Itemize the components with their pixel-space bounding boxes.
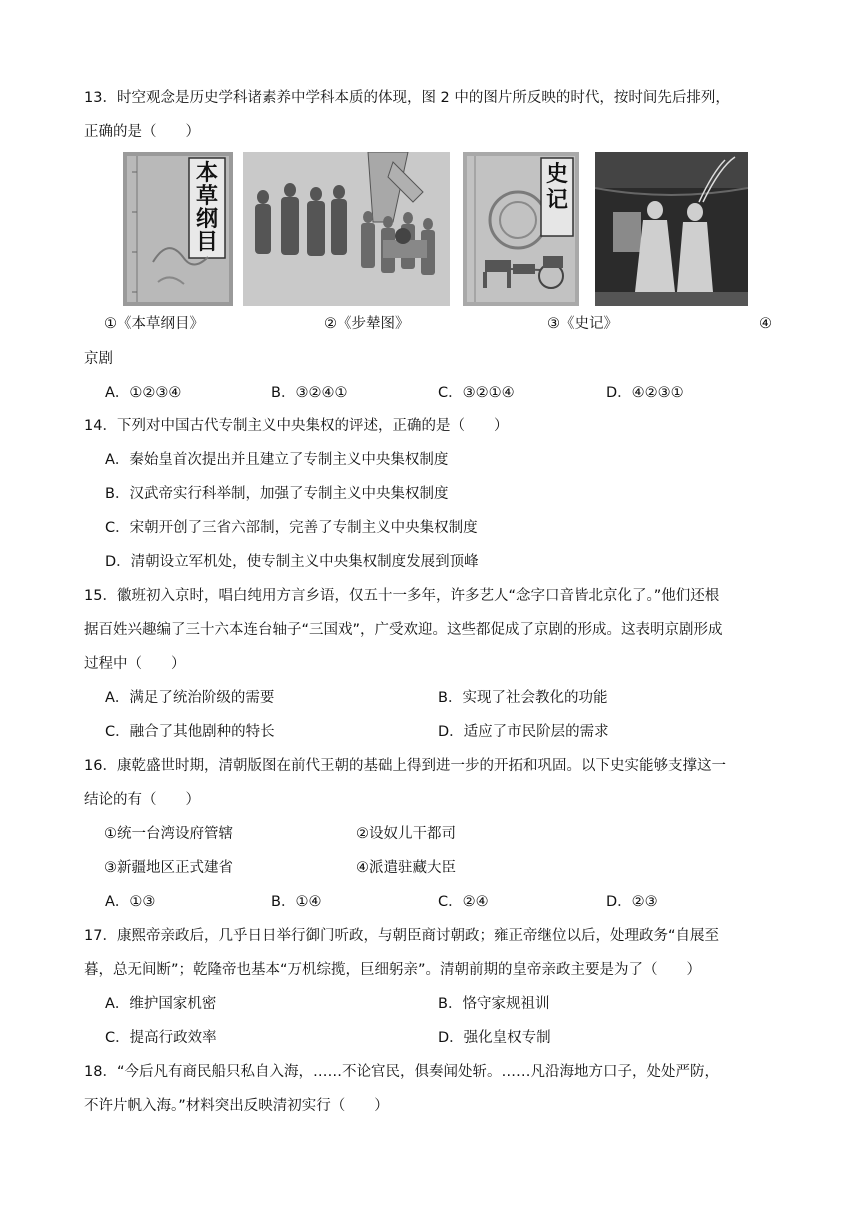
bunian-tu-image (243, 152, 450, 306)
q14-stem: 14．下列对中国古代专制主义中央集权的评述，正确的是（ ） (84, 418, 509, 434)
bencao-title: 本草纲目 (195, 161, 218, 255)
q15-option-c[interactable]: C．融合了其他剧种的特长 (105, 724, 275, 740)
shiji-image (463, 152, 579, 306)
q15-stem-line3: 过程中（ ） (84, 656, 186, 672)
peking-opera-image (595, 152, 748, 306)
caption-shiji: ③《史记》 (547, 316, 618, 332)
q13-option-c[interactable]: C．③②①④ (438, 385, 515, 401)
q13-option-d[interactable]: D．④②③① (606, 385, 684, 401)
q17-option-b[interactable]: B．恪守家规祖训 (438, 996, 550, 1012)
q13-stem-line1: 13．时空观念是历史学科诸素养中学科本质的体现，图 2 中的图片所反映的时代，按时间先后排列， (84, 90, 730, 106)
q15-option-a[interactable]: A．满足了统治阶级的需要 (105, 690, 275, 706)
q15-stem-line1: 15．徽班初入京时，唱白纯用方言乡语，仅五十一多年，许多艺人“念字口音皆北京化了。”他们还根 (84, 588, 720, 604)
q13-option-b[interactable]: B．③②④① (271, 385, 348, 401)
caption-opera-number: ④ (759, 316, 772, 332)
bencao-gangmu-image (123, 152, 233, 306)
q16-stem-line1: 16．康乾盛世时期，清朝版图在前代王朝的基础上得到进一步的开拓和巩固。以下史实能够支撑这一 (84, 758, 726, 774)
q18-stem-line2: 不许片帆入海。”材料突出反映清初实行（ ） (84, 1098, 389, 1114)
q17-stem-line2: 暮，总无间断”；乾隆帝也基本“万机综揽，巨细躬亲”。清朝前期的皇帝亲政主要是为了（ ） (84, 962, 702, 978)
q13-stem-line2: 正确的是（ ） (84, 124, 200, 140)
q18-stem-line1: 18．“今后凡有商民船只私自入海，……不论官民，俱奏闻处斩。……凡沿海地方口子，处处严防， (84, 1064, 719, 1080)
q17-option-a[interactable]: A．维护国家机密 (105, 996, 217, 1012)
q14-option-a[interactable]: A．秦始皇首次提出并且建立了专制主义中央集权制度 (105, 452, 449, 468)
q14-option-c[interactable]: C．宋朝开创了三省六部制，完善了专制主义中央集权制度 (105, 520, 478, 536)
shiji-title: 史记 (545, 162, 568, 213)
q15-option-d[interactable]: D．适应了市民阶层的需求 (438, 724, 609, 740)
caption-opera-text: 京剧 (84, 351, 113, 367)
caption-bencao: ①《本草纲目》 (104, 316, 204, 332)
q16-item-4: ④派遣驻藏大臣 (356, 860, 456, 876)
q17-stem-line1: 17．康熙帝亲政后，几乎日日举行御门听政，与朝臣商讨朝政；雍正帝继位以后，处理政务“自展至 (84, 928, 719, 944)
q16-option-b[interactable]: B．①④ (271, 894, 322, 910)
q16-item-2: ②设奴儿干都司 (356, 826, 456, 842)
q17-option-c[interactable]: C．提高行政效率 (105, 1030, 217, 1046)
q16-option-a[interactable]: A．①③ (105, 894, 156, 910)
q17-option-d[interactable]: D．强化皇权专制 (438, 1030, 551, 1046)
q13-option-a[interactable]: A．①②③④ (105, 385, 182, 401)
q15-option-b[interactable]: B．实现了社会教化的功能 (438, 690, 608, 706)
q15-stem-line2: 据百姓兴趣编了三十六本连台轴子“三国戏”，广受欢迎。这些都促成了京剧的形成。这表明京剧形成 (84, 622, 723, 638)
q14-option-d[interactable]: D．清朝设立军机处，使专制主义中央集权制度发展到顶峰 (105, 554, 479, 570)
q16-item-3: ③新疆地区正式建省 (104, 860, 233, 876)
q14-option-b[interactable]: B．汉武帝实行科举制，加强了专制主义中央集权制度 (105, 486, 449, 502)
caption-bunian: ②《步辇图》 (324, 316, 410, 332)
q16-option-d[interactable]: D．②③ (606, 894, 658, 910)
q16-item-1: ①统一台湾设府管辖 (104, 826, 233, 842)
q16-option-c[interactable]: C．②④ (438, 894, 489, 910)
q16-stem-line2: 结论的有（ ） (84, 792, 200, 808)
